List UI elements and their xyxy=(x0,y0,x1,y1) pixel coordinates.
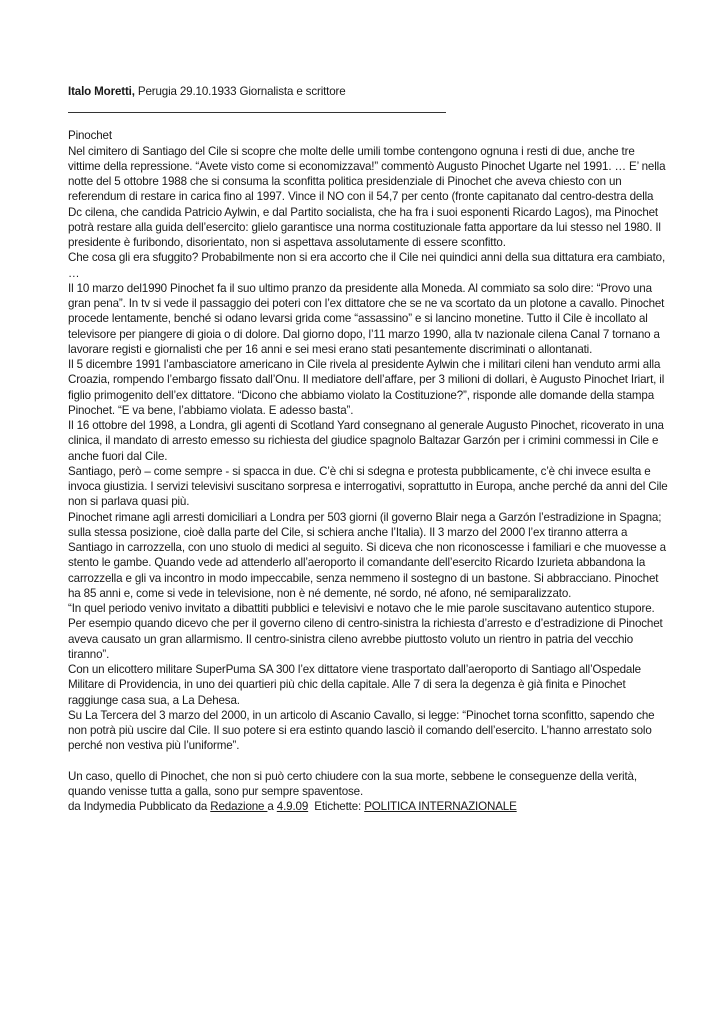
author-line xyxy=(68,84,668,99)
paragraph-1: Nel cimitero di Santiago del Cile si scopre che molte delle umili tombe contengono ognuna i resti di due, anche tre vittime della repressione. “Avete visto come si economizzava!” commentò Augusto Pinochet Ugarte nel 1991. … E’ nella notte del 5 ottobre 1988 che si consuma la sconfitta politica presidenziale di Pinochet che aveva chiesto con un referendum di restare in carica fino al 1997. Vince il NO con il 54,7 per cento (fronte capitanato dal centro-destra della Dc cilena, che candida Patricio Aylwin, e dal Partito socialista, che ha fra i suoi esponenti Ricardo Lagos), ma Pinochet potrà restare alla guida dell’esercito: glielo garantisce una norma costituzionale fatta apportare da lui stesso nel 1980. Il presidente è furibondo, disorientato, non si aspettava assolutamente di essere sconfitto. xyxy=(68,144,666,249)
article-title: Pinochet xyxy=(68,129,112,143)
closing-paragraph: Un caso, quello di Pinochet, che non si può certo chiudere con la sua morte, sebbene le conseguenze della verità, quando venisse tutta a galla, sono pur sempre spaventose. xyxy=(68,769,637,798)
label-link[interactable]: POLITICA INTERNAZIONALE xyxy=(364,800,517,813)
paragraph-5: Il 16 ottobre del 1998, a Londra, gli agenti di Scotland Yard consegnano al generale Augusto Pinochet, ricoverato in una clinica, il mandato di arresto emesso su richiesta del giudice spagnolo Baltazar Garzón per i crimini commessi in Cile e anche fuori dal Cile. xyxy=(68,419,664,463)
paragraph-8: “In quel periodo venivo invitato a dibattiti pubblici e televisivi e notavo che le mie parole suscitavano autentico stupore. Per esempio quando dicevo che per il governo cileno di centro-sinistra la richiesta d’arresto e d’estradizione di Pinochet aveva causato un gran allarmismo. Il centro-sinistra cileno avrebbe piuttosto voluto un rientro in patria del vecchio tiranno”. xyxy=(68,602,663,661)
paragraph-9: Con un elicottero militare SuperPuma SA 300 l’ex dittatore viene trasportato dall’aeroporto di Santiago all’Ospedale Militare di Providencia, in uno dei quartieri più chic della capitale. Alle 7 di sera la degenza è già finita e Pinochet raggiunge casa sua, a La Dehesa. xyxy=(68,663,641,707)
paragraph-6: Santiago, però – come sempre - si spacca in due. C’è chi si sdegna e protesta pubblicamente, c’è chi invece esulta e invoca giustizia. I servizi televisivi suscitano sorpresa e interrogativi, soprattutto in Europa, anche perché da anni del Cile non si parlava quasi più. xyxy=(68,464,668,509)
footer-source: da Indymedia Pubblicato da xyxy=(68,800,211,813)
document-page xyxy=(68,84,668,814)
paragraph-2: Che cosa gli era sfuggito? Probabilmente non si era accorto che il Cile nei quindici anni della sua dittatura era cambiato, … xyxy=(68,251,666,280)
blank-line xyxy=(68,754,668,769)
footer-labels: Etichette: xyxy=(308,800,365,813)
date-link[interactable]: 4.9.09 xyxy=(276,800,309,813)
paragraph-3: Il 10 marzo del1990 Pinochet fa il suo ultimo pranzo da presidente alla Moneda. Al commiato sa solo dire: “Provo una gran pena”. In tv si vede il passaggio dei poteri con l’ex dittatore che se ne va scortato da un plotone a cavallo. Pinochet procede lentamente, benché si odano levarsi grida come “assassino” e si lancino monetine. Tutto il Cile è incollato al televisore per piangere di gioia o di dolore. Dal giorno dopo, l’11 marzo 1990, alla tv nazionale cilena Canal 7 tornano a lavorare registi e giornalisti che per 16 anni e sei mesi erano stati pesantemente discriminati o allontanati. xyxy=(68,281,665,356)
author-details: Perugia 29.10.1933 Giornalista e scrittore xyxy=(134,85,346,98)
footer-line xyxy=(68,799,668,814)
paragraph-10: Su La Tercera del 3 marzo del 2000, in un articolo di Ascanio Cavallo, si legge: “Pinochet torna sconfitto, sapendo che non potrà più uscire dal Cile. Il suo potere si era estinto quando lasciò il comando dell’esercito. L’hanno arrestato solo perché non vestiva più l’uniforme”. xyxy=(68,708,655,753)
paragraph-7: Pinochet rimane agli arresti domiciliari a Londra per 503 giorni (il governo Blair nega a Garzón l’estradizione in Spagna; sulla stessa posizione, cioè dalla parte del Cile, si schiera anche l’Italia). Il 3 marzo del 2000 l’ex tiranno atterra a Santiago in carrozzella, con uno stuolo di medici al seguito. Si diceva che non riconoscesse i familiari e che muovesse a stento le gambe. Quando vede ad attenderlo all’aeroporto il comandante dell’esercito Ricardo Izurieta abbandona la carrozzella e gli va incontro in modo impeccabile, senza nemmeno il sostegno di un bastone. Si abbracciano. Pinochet ha 85 anni e, come si vede in televisione, non è né demente, né sordo, né afono, né semiparalizzato. xyxy=(68,510,666,600)
separator-rule xyxy=(68,112,446,113)
author-link[interactable]: Redazione xyxy=(210,800,268,813)
paragraph-4: Il 5 dicembre 1991 l’ambasciatore americano in Cile rivela al presidente Aylwin che i militari cileni han venduto armi alla Croazia, rompendo l’embargo fissato dall’Onu. Il mediatore dell’affare, per 3 milioni di dollari, è Augusto Pinochet Iriart, il figlio primogenito dell’ex dittatore. “Dicono che abbiamo violato la Costituzione?”, risponde alle domande della stampa Pinochet. “E va bene, l’abbiamo violata. E adesso basta”. xyxy=(68,358,665,417)
footer-a: a xyxy=(267,800,277,813)
author-name: Italo Moretti, xyxy=(68,85,135,98)
